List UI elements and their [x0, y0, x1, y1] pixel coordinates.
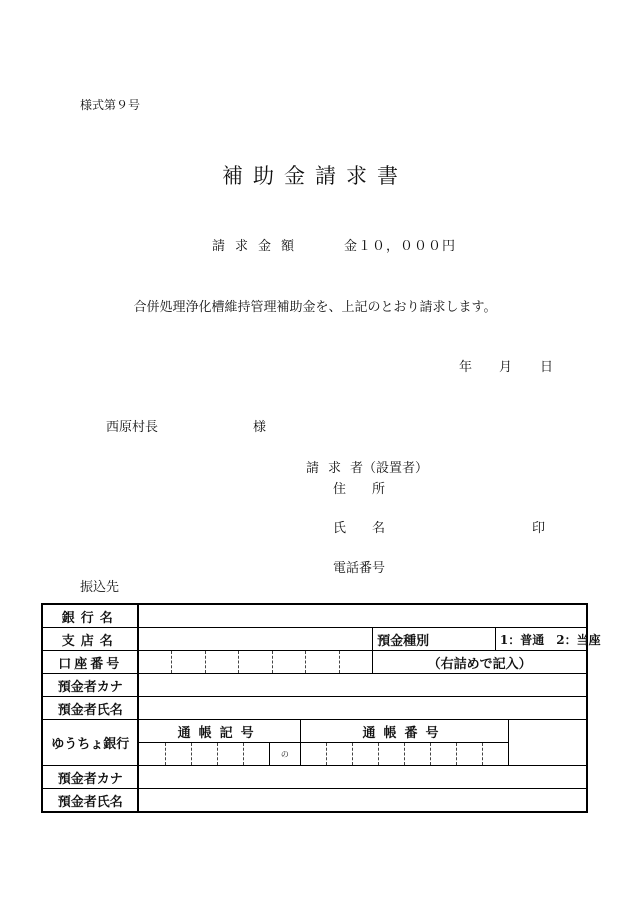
symbol-digit-5[interactable] [243, 743, 269, 766]
passbook-symbol-label: 通帳記号 [139, 720, 300, 743]
symbol-digit-2[interactable] [165, 743, 191, 766]
addressee-mayor: 西原村長 [106, 420, 159, 435]
number-digit-7[interactable] [456, 743, 482, 766]
row-yucho [42, 720, 587, 766]
bank-account-table [41, 603, 601, 813]
number-digit-4[interactable] [378, 743, 404, 766]
claim-statement: 合併処理浄化槽維持管理補助金を、上記のとおり請求します。 [133, 300, 497, 315]
branch-name-label: 支店名 [42, 628, 138, 651]
account-digit-6[interactable] [306, 651, 339, 674]
row-holder-kana-2 [42, 766, 587, 789]
deposit-type-options[interactable]: 1：普通 2：当座 [495, 628, 587, 651]
number-digit-2[interactable] [326, 743, 352, 766]
claimant-heading [306, 457, 428, 476]
right-align-note: （右詰めで記入） [373, 651, 587, 674]
row-branch-name [42, 628, 587, 651]
holder-kana-2-cell[interactable] [138, 766, 587, 789]
holder-kana-2-label: 預金者カナ [42, 766, 138, 789]
row-holder-name-2 [42, 789, 587, 813]
claimant-subtitle: （設置者） [363, 461, 429, 476]
phone-label: 電話番号 [333, 561, 386, 576]
addressee-honorific: 様 [253, 420, 267, 435]
account-digit-1[interactable] [138, 651, 171, 674]
account-digit-7[interactable] [339, 651, 372, 674]
number-digit-1[interactable] [300, 743, 326, 766]
holder-name-cell[interactable] [138, 697, 587, 720]
payee-label: 振込先 [80, 580, 120, 595]
document-title: 補助金請求書 [222, 164, 408, 188]
account-digit-3[interactable] [205, 651, 238, 674]
row-bank-name [42, 604, 587, 628]
symbol-digit-3[interactable] [191, 743, 217, 766]
date-month-label: 月 [499, 360, 513, 375]
holder-kana-label: 預金者カナ [42, 674, 138, 697]
account-number-label: 口座番号 [42, 651, 138, 674]
account-digit-5[interactable] [272, 651, 305, 674]
account-digit-4[interactable] [239, 651, 272, 674]
symbol-digit-1[interactable] [139, 743, 165, 766]
deposit-type-label: 預金種別 [373, 628, 496, 651]
claimant-char-3: 者 [350, 461, 364, 476]
yucho-subtable [139, 720, 586, 765]
bank-name-label: 銀行名 [42, 604, 138, 628]
row-account-number [42, 651, 587, 674]
yucho-blank-cell[interactable] [508, 720, 586, 765]
holder-name-2-cell[interactable] [138, 789, 587, 813]
claimant-char-2: 求 [328, 461, 351, 476]
row-holder-name [42, 697, 587, 720]
symbol-digit-4[interactable] [217, 743, 243, 766]
holder-name-2-label: 預金者氏名 [42, 789, 138, 813]
form-number: 様式第９号 [80, 98, 141, 112]
number-digit-6[interactable] [430, 743, 456, 766]
claimant-char-1: 請 [306, 461, 329, 476]
account-digit-2[interactable] [172, 651, 205, 674]
number-digit-5[interactable] [404, 743, 430, 766]
holder-name-label: 預金者氏名 [42, 697, 138, 720]
address-label: 住 所 [333, 482, 386, 497]
seal-mark: 印 [532, 521, 546, 536]
yucho-passbook-cell [138, 720, 587, 766]
date-year-label: 年 [459, 360, 473, 375]
name-label: 氏 名 [333, 521, 386, 536]
amount-label: 請求金額 [212, 239, 305, 254]
holder-kana-cell[interactable] [138, 674, 587, 697]
no-particle: の [269, 743, 300, 766]
date-day-label: 日 [540, 360, 554, 375]
amount-value: 金１０，０００円 [344, 239, 457, 254]
number-digit-8[interactable] [482, 743, 508, 766]
number-digit-3[interactable] [352, 743, 378, 766]
bank-name-cell[interactable] [138, 604, 587, 628]
passbook-number-label: 通帳番号 [300, 720, 508, 743]
row-holder-kana [42, 674, 587, 697]
yucho-label: ゆうちょ銀行 [42, 720, 138, 766]
branch-name-cell[interactable] [138, 628, 372, 651]
